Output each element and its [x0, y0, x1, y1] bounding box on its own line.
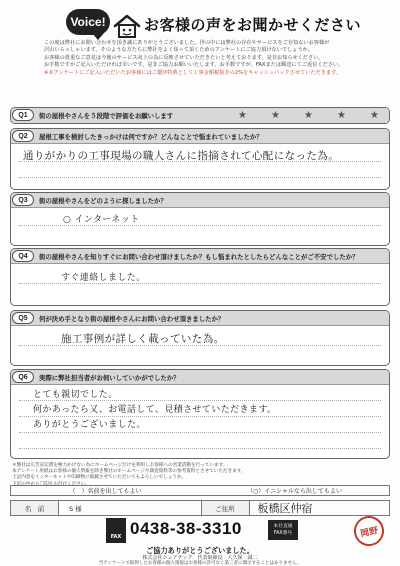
star-icon: ★	[337, 110, 346, 121]
question-4	[10, 248, 390, 306]
bullet-mark: ○	[63, 215, 75, 225]
star-icon: ★	[370, 110, 379, 121]
star-icon: ★	[238, 110, 247, 121]
question-text: 街の屋根やさんをどのように探しましたか？	[39, 197, 167, 205]
address-field[interactable]: 板橋区仲宿	[257, 502, 313, 515]
question-2	[10, 128, 390, 190]
company-name: 株式会社シェアテック 代表取締役 大久保 誠二	[142, 555, 258, 561]
privacy-note: 当アンケートで取得したお客様の個人情報はお客様の許可なく第三者に開示することはありません。	[98, 561, 302, 566]
question-number: Q6	[12, 371, 34, 383]
thanks-message: ご協力ありがとうございました。	[146, 546, 254, 555]
name-field[interactable]: S 様	[59, 501, 202, 515]
fax-badge: 本社直通 FAX番号	[268, 520, 298, 540]
answer-text[interactable]: 通りがかりの工事現場の職人さんに指摘されて心配になった為。	[23, 150, 340, 162]
checkbox-mark: （○）	[247, 488, 265, 495]
question-3	[10, 192, 390, 246]
fax-icon: FAX	[106, 518, 126, 543]
question-text: 屋根工事を検討したきっかけは何ですか？どんなことで悩まれていましたか？	[39, 133, 263, 141]
question-text: 何が決め手となり街の屋根やさんにお問い合わせ頂きましたか？	[39, 315, 225, 323]
option-label: 名前を出してもよい	[87, 488, 142, 495]
question-number: Q3	[12, 194, 34, 206]
page-title: お客様の声をお聞かせください	[144, 16, 362, 34]
address-label: ご住所	[202, 501, 250, 515]
question-6	[10, 369, 390, 459]
answer-text[interactable]: すぐ連絡しました。	[61, 273, 146, 283]
cashback-note: ※本アンケートにご記入いただいたお客様にはご優待特典として工事金額税抜きの2%をキャッシュバックさせていただきます。	[44, 69, 342, 76]
customer-info	[10, 500, 390, 516]
name-label: 名 前	[11, 501, 59, 515]
answer-text: インターネット	[74, 215, 140, 225]
answer-text[interactable]: 施工事例が詳しく載っていた為。	[61, 333, 225, 345]
fax-number: 0438-38-3310	[130, 519, 242, 538]
question-text: 実際に弊社担当者がお伺いしていかがでしたか？	[39, 374, 180, 382]
question-5	[10, 310, 390, 366]
checkbox-mark: （ ）	[69, 488, 88, 495]
question-number: Q2	[12, 130, 34, 142]
star-icon: ★	[304, 110, 313, 121]
answer-line[interactable]: ありがとうございました。	[33, 420, 146, 430]
voice-badge: Voice!	[66, 9, 110, 35]
consent-option-initial[interactable]	[200, 486, 389, 495]
house-icon	[112, 13, 142, 39]
seal-stamp: 岡野	[351, 513, 387, 549]
answer-line[interactable]: とても親切でした。	[33, 390, 118, 400]
intro-text: この度は弊社にお問い合わせを頂き誠にありがとうございました。世の中には弊社の存在やサービスをご存知ないお客様が 沢山いらっしゃいます。そのような方たちに弊社をよく知って頂くためのアンケートにご協力頂けないでしょうか。 お客様の貴重なご意見は今後のサービス向上の為に反映させていただきたいと考えております。是非お知らせください。 お手数ですがご記入いただければ幸いです。是非ご協力お願いいたします。お手数ですが、FAXまたは郵送にてご返信ください。 ※本アンケートにご記入いただいたお客様にはご優待特典として工事金額税抜きの2%をキャッシュバックさせていただきます。	[44, 40, 359, 77]
answer-line[interactable]: 何かあったら又、お電話して、見積させていただきます。	[33, 405, 277, 415]
question-text: 街の屋根やさんを５段階で評価をお願いします	[39, 112, 174, 120]
question-text: 街の屋根やさんを知りすぐにお問い合わせ頂けましたか？もし悩まれたとしたらどんなことがご不安でしたか？	[39, 253, 359, 261]
consent-options	[10, 485, 390, 496]
question-number: Q1	[12, 109, 34, 121]
star-icon: ★	[271, 110, 280, 121]
question-number: Q4	[12, 250, 34, 262]
rating-stars[interactable]	[226, 108, 391, 123]
question-number: Q5	[12, 312, 34, 324]
option-label: イニシャルなら出してもよい	[264, 488, 342, 495]
consent-option-name[interactable]	[11, 486, 200, 495]
disclosure-note: ＊弊社は広告宣伝費を極力かけない為にホームページだけを利用しお客様への営業活動を行っています。 本アンケート用紙はお客様の個人情報を除き弊社のホームページや調査資料等の参考資料とさせていただきます。 上記内容をインターネットや印刷物に掲載させていただいてもよろしいでしょうか。 下記の中から〇印をお付けください。	[12, 463, 246, 487]
question-1	[10, 107, 390, 124]
